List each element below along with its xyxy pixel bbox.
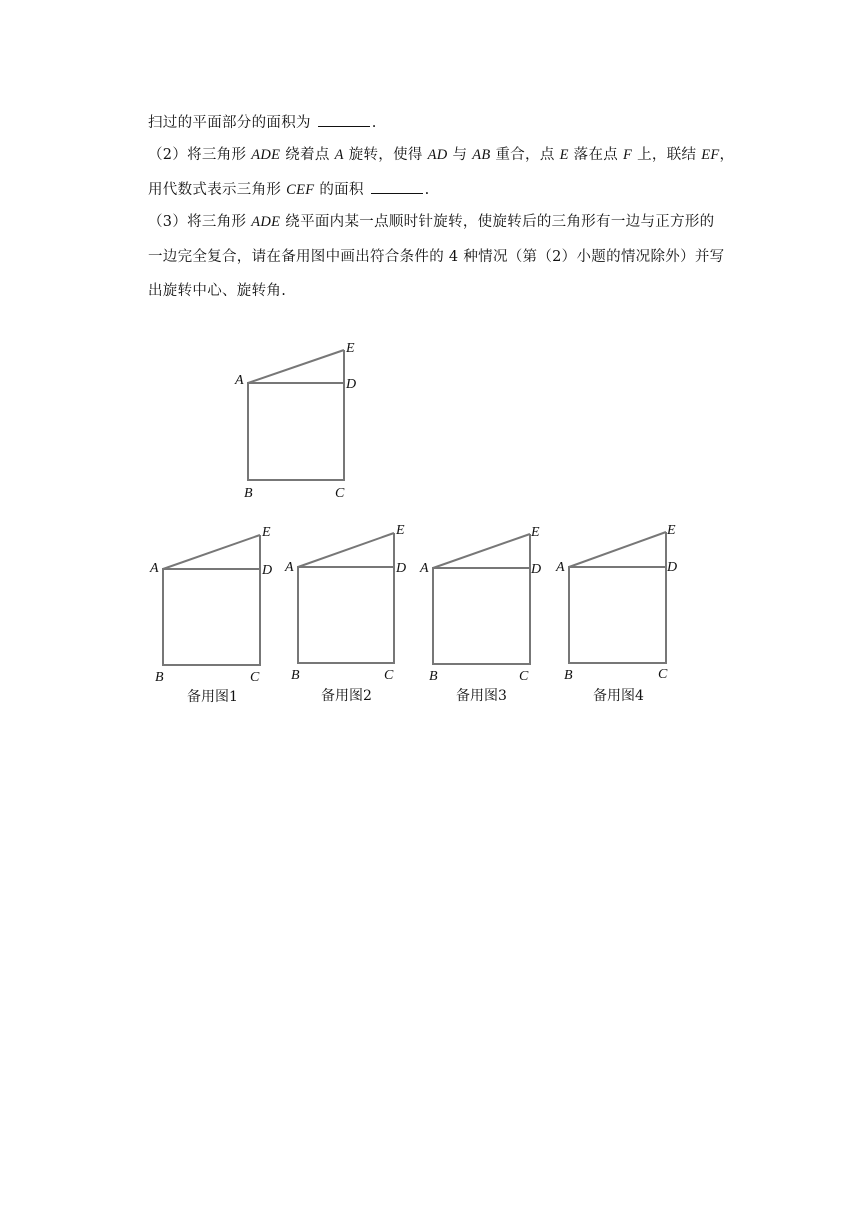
line2-part5: 重合，点 <box>495 147 555 163</box>
line2-part7: 上，联结 <box>637 147 697 163</box>
line2-term-ef: EF <box>701 147 720 163</box>
line2-term-ad: AD <box>427 147 448 163</box>
caption-spare-3: 备用图3 <box>456 688 507 704</box>
label-e: E <box>396 523 405 538</box>
line2-term-e: E <box>559 147 569 163</box>
segment-ae <box>248 350 344 383</box>
segment-ae <box>433 534 530 568</box>
line2-term-f: F <box>623 147 633 163</box>
label-d: D <box>346 377 357 392</box>
square-abcd <box>248 383 344 480</box>
label-c: C <box>384 668 394 683</box>
spare-figure-4 <box>555 523 677 683</box>
segment-ae <box>163 535 260 569</box>
label-b: B <box>429 669 438 684</box>
square-abcd <box>163 569 260 665</box>
caption-spare-4: 备用图4 <box>593 688 644 704</box>
label-d: D <box>667 560 678 575</box>
line3-part1: 用代数式表示三角形 <box>148 182 282 198</box>
line2-part6: 落在点 <box>573 147 619 163</box>
line6-text: 出旋转中心、旋转角. <box>148 283 287 299</box>
label-e: E <box>667 523 676 538</box>
label-a: A <box>235 373 244 388</box>
main-diagram <box>234 341 356 501</box>
label-b: B <box>244 486 253 501</box>
segment-ae <box>569 532 666 567</box>
label-a: A <box>420 561 429 576</box>
line2-part3: 旋转，使得 <box>348 147 423 163</box>
label-d: D <box>396 561 407 576</box>
line2-term-ab: AB <box>472 147 491 163</box>
line4-term-ade: ADE <box>251 214 281 230</box>
label-b: B <box>564 668 573 683</box>
caption-spare-1: 备用图1 <box>187 689 238 705</box>
label-b: B <box>291 668 300 683</box>
square-abcd <box>433 568 530 664</box>
label-e: E <box>531 525 540 540</box>
line4-part2: 绕平面内某一点顺时针旋转，使旋转后的三角形有一边与正方形的 <box>285 214 715 230</box>
label-a: A <box>556 560 565 575</box>
line5-text: 一边完全复合，请在备用图中画出符合条件的 4 种情况（第（2）小题的情况除外）并写 <box>148 249 725 265</box>
line2-part2: 绕着点 <box>285 147 330 163</box>
line2-part1: （2）将三角形 <box>148 147 247 163</box>
label-d: D <box>262 563 273 578</box>
label-c: C <box>519 669 529 684</box>
square-abcd <box>298 567 394 663</box>
spare-figure-3 <box>419 525 541 684</box>
segment-ae <box>298 533 394 567</box>
label-e: E <box>262 525 271 540</box>
line2-part4: 与 <box>452 147 468 163</box>
label-d: D <box>531 562 542 577</box>
label-a: A <box>150 561 159 576</box>
label-e: E <box>346 341 355 356</box>
line4-part1: （3）将三角形 <box>148 214 247 230</box>
line3-term-cef: CEF <box>286 182 315 198</box>
label-c: C <box>658 667 668 682</box>
line2-term-ade: ADE <box>251 147 281 163</box>
line3-period: . <box>424 182 430 198</box>
line1-period: . <box>371 115 377 131</box>
label-a: A <box>285 560 294 575</box>
square-abcd <box>569 567 666 663</box>
caption-spare-2: 备用图2 <box>321 688 372 704</box>
spare-figure-2 <box>284 523 406 683</box>
label-b: B <box>155 670 164 685</box>
spare-figure-1 <box>149 525 272 685</box>
line2-term-a: A <box>334 147 344 163</box>
line1-text: 扫过的平面部分的面积为 <box>148 115 311 131</box>
label-c: C <box>250 670 260 685</box>
line3-part2: 的面积 <box>319 182 364 198</box>
label-c: C <box>335 486 345 501</box>
line2-part8: ， <box>719 147 735 163</box>
